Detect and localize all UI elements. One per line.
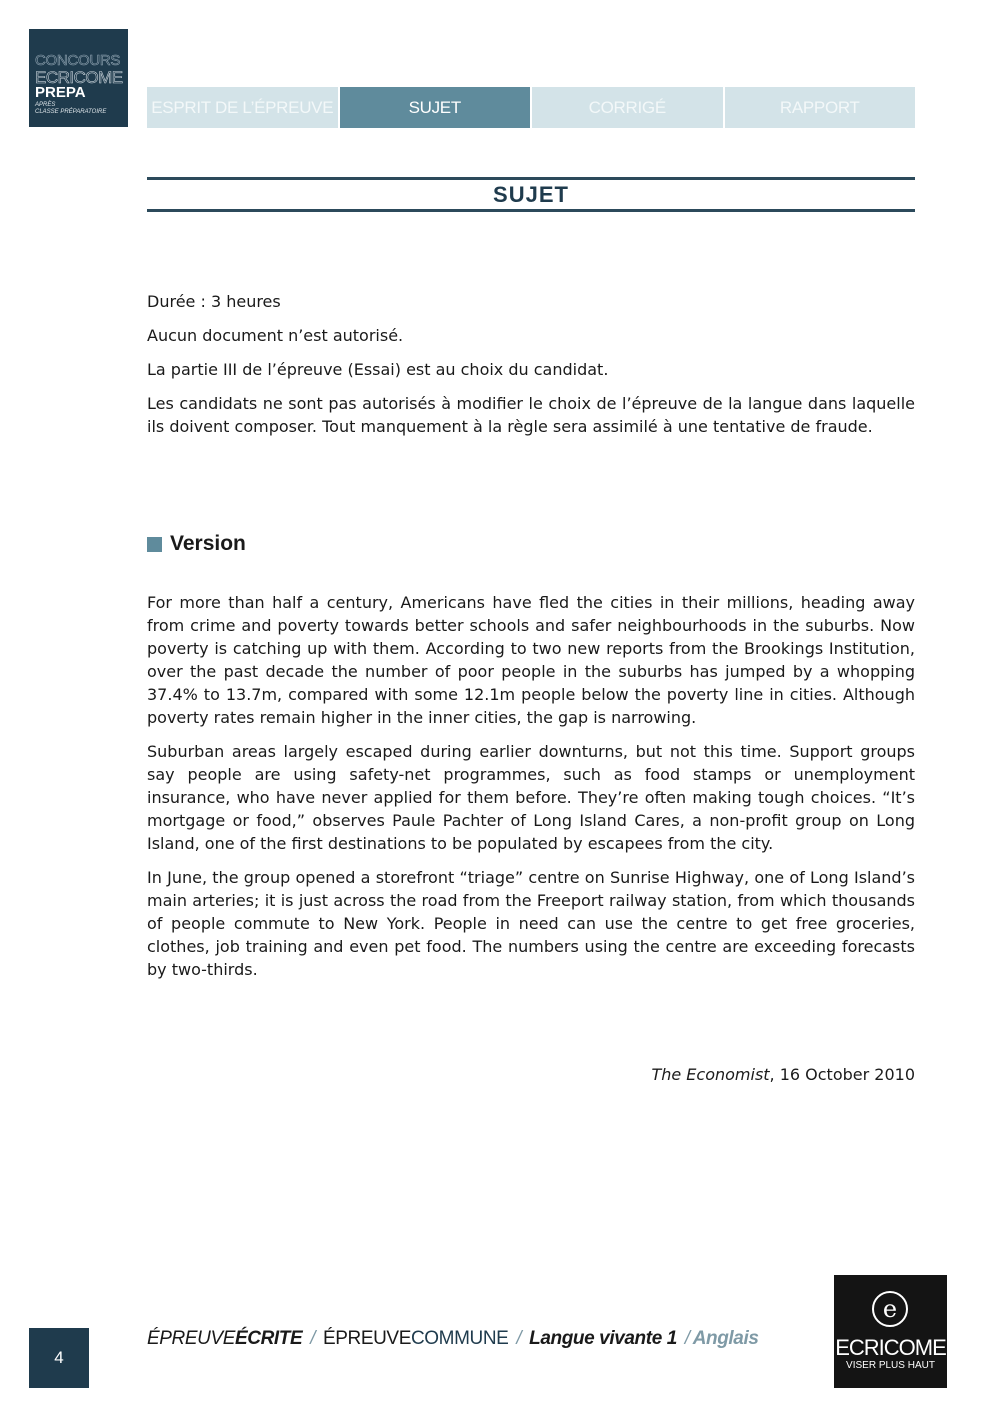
footer-separator-3: / (684, 1328, 690, 1349)
section-tabs (147, 87, 915, 128)
concours-ecricome-logo (29, 29, 128, 127)
instruction-duration: Durée : 3 heures (147, 292, 281, 311)
source-citation (147, 1063, 915, 1086)
square-bullet-icon (147, 537, 162, 552)
footer-separator-2: / (516, 1328, 522, 1349)
footer-exam-label (147, 1326, 759, 1352)
footer-commune: COMMUNE (410, 1328, 509, 1349)
tab-corrige[interactable]: CORRIGÉ (532, 87, 723, 128)
source-date: , 16 October 2010 (769, 1065, 915, 1084)
logo-line-prepa: PREPA (35, 84, 86, 101)
version-paragraph-3: In June, the group opened a storefront “triage” centre on Sunrise Highway, one of Long Island’s main arteries; it is just across the road from the Freeport railway station, from which thousands of people commute to New York. People in need can use the centre to get free groceries, clothes, job training and even pet food. The numbers using the centre are exceeding forecasts by two-thirds. (147, 868, 915, 979)
logo-subtitle-apres: APRÈS (35, 102, 56, 108)
logo-line-ecricome: ECRICOME (35, 68, 123, 87)
footer-epreuve-2: ÉPREUVE (322, 1328, 411, 1349)
section-heading-label: Version (170, 532, 246, 555)
exam-instructions (147, 290, 915, 438)
tab-rapport[interactable]: RAPPORT (725, 87, 916, 128)
ecricome-brand-logo (834, 1275, 947, 1388)
section-heading-version (147, 532, 246, 556)
title-rule-bottom (147, 209, 915, 212)
instruction-essay-choice: La partie III de l’épreuve (Essai) est au choix du candidat. (147, 360, 609, 379)
logo-line-subtitle (35, 102, 106, 116)
tab-esprit-de-lepreuve[interactable]: ESPRIT DE L’ÉPREUVE (147, 87, 338, 128)
e-circle-logo-icon (872, 1291, 908, 1327)
version-paragraph-1: For more than half a century, Americans have fled the cities in their millions, heading away from crime and poverty towards better schools and safer neighbourhoods in the suburbs. Now poverty is catching up with them. According to two new reports from the Brookings Institution, over the past decade the number of poor people in the suburbs has jumped by a whopping 37.4% to 13.7m, compared with some 12.1m people below the poverty line in cities. Although poverty rates remain higher in the inner cities, the gap is narrowing. (147, 593, 915, 727)
footer-langue-vivante: Langue vivante 1 (529, 1328, 677, 1349)
brand-tagline: VISER PLUS HAUT (846, 1360, 935, 1371)
page-number: 4 (29, 1328, 89, 1388)
version-text (147, 591, 915, 992)
page-title: SUJET (493, 182, 569, 207)
brand-letter: e (882, 1295, 898, 1323)
footer-ecrite: ÉCRITE (235, 1328, 303, 1349)
instruction-documents: Aucun document n’est autorisé. (147, 326, 404, 345)
source-title: The Economist (651, 1065, 770, 1084)
logo-line-concours: CONCOURS (35, 52, 121, 69)
footer-separator-1: / (310, 1328, 316, 1349)
brand-name: ECRICOME (835, 1335, 946, 1360)
tab-sujet[interactable]: SUJET (340, 87, 531, 128)
footer-epreuve-1: ÉPREUVE (147, 1328, 236, 1349)
footer-anglais: Anglais (692, 1328, 759, 1349)
instruction-language-rule: Les candidats ne sont pas autorisés à modifier le choix de l’épreuve de la langue dans laquelle ils doivent composer. Tout manquement à la règle sera assimilé à une tentative de fraude. (147, 394, 915, 436)
logo-subtitle-classe: CLASSE PRÉPARATOIRE (35, 109, 107, 115)
version-paragraph-2: Suburban areas largely escaped during earlier downturns, but not this time. Support groups say people are using safety-net programmes, such as food stamps or unemployment insurance, who have never applied for them before. They’re often making tough choices. “It’s mortgage or food,” observes Paule Pachter of Long Island Cares, a non-profit group on Long Island, one of the first destinations to be populated by escapees from the city. (147, 742, 915, 853)
